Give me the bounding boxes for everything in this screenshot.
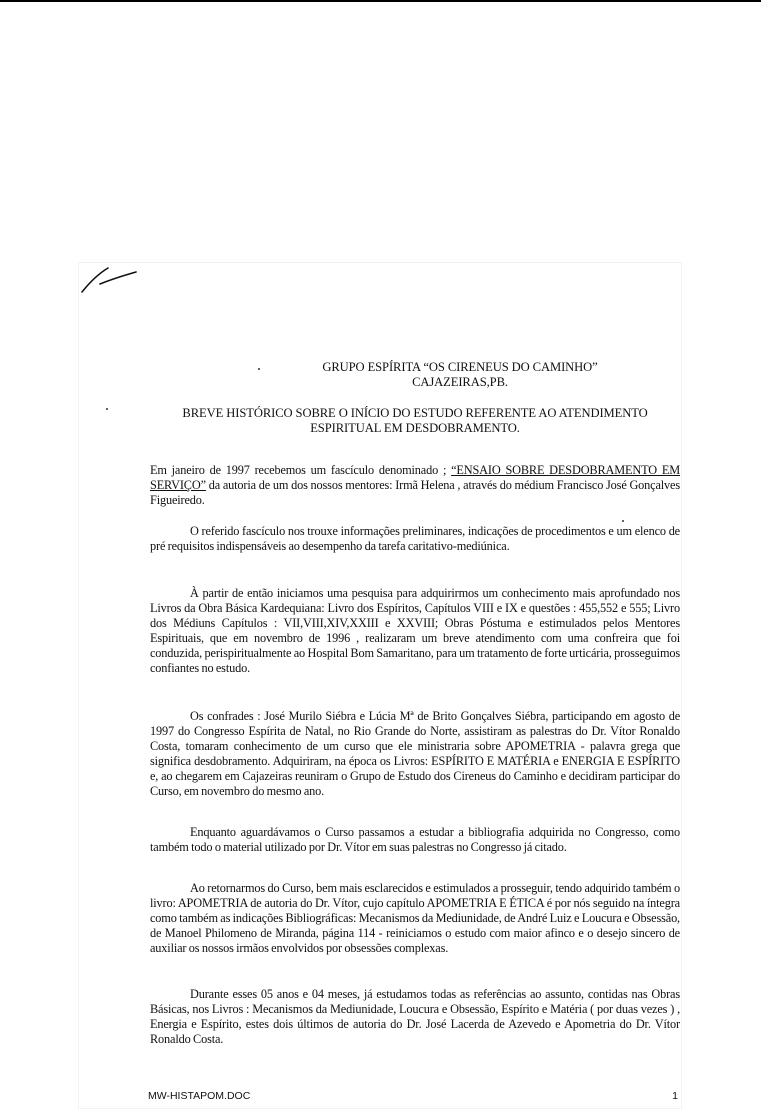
document-title-line1: BREVE HISTÓRICO SOBRE O INÍCIO DO ESTUDO REFERENTE AO ATENDIMENTO [182,406,648,420]
page-footer [148,1090,678,1102]
document-header [150,360,680,436]
fascicle-title: “ENSAIO SOBRE DESDOBRAMENTO EM SERVIÇO” [150,463,681,492]
page-number: 1 [672,1090,678,1102]
document-title-line2: ESPIRITUAL EM DESDOBRAMENTO. [310,421,520,435]
group-name: GRUPO ESPÍRITA “OS CIRENEUS DO CAMINHO” [322,360,598,374]
paragraph-7: Durante esses 05 anos e 04 meses, já estudamos todas as referências ao assunto, contidas nas Obras Básicas, nos Livros : Mecanismos da Mediunidade, Loucura e Obsessão, Espírito e Matéria ( por duas vezes ) , Energia e Espírito, estes dois últimos de autoria do Dr. José Lacerda de Azevedo e Apometria do Dr. Vítor Ronaldo Costa. [150,987,680,1046]
paragraph-6: Ao retornarmos do Curso, bem mais esclarecidos e estimulados a prosseguir, tendo adquirido também o livro: APOMETRIA de autoria do Dr. Vítor, cujo capítulo APOMETRIA E ÉTICA é por nós seguido na íntegra como também as indicações Bibliográficas: Mecanismos da Mediunidade, de André Luiz e Loucura e Obsessão, de Manoel Philomeno de Miranda, página 114 - reiniciamos o estudo com maior afinco e o desejo sincero de auxiliar os nossos irmãos envolvidos por obsessões complexas. [150,881,680,955]
scan-speck [106,408,108,410]
paragraph-3: À partir de então iniciamos uma pesquisa para adquirirmos um conhecimento mais aprofundado nos Livros da Obra Básica Kardequiana: Livro dos Espíritos, Capítulos VIII e IX e questões : 455,552 e 555; Livro dos Médiuns Capítulos : VII,VIII,XIV,XXIII e XXVIII; Obras Póstuma e estimulados pelos Mentores Espirituais, que em novembro de 1996 , realizaram um breve atendimento com uma confreira que foi conduzida, perispiritualmente ao Hospital Bom Samaritano, para um tratamento de forte urticária, prosseguimos confiantes no estudo. [150,586,680,675]
top-border-line [0,0,761,2]
paragraph-1 [150,463,680,508]
paragraph-1-start: Em janeiro de 1997 recebemos um fascículo denominado ; [150,463,452,477]
scan-speck [622,520,624,522]
paragraph-4: Os confrades : José Murilo Siébra e Lúcia Mª de Brito Gonçalves Siébra, participando em agosto de 1997 do Congresso Espírita de Natal, no Rio Grande do Norte, assistiram as palestras do Dr. Vítor Ronaldo Costa, tomaram conhecimento de um curso que ele ministraria sobre APOMETRIA - palavra grega que significa desdobramento. Adquiriram, na época os Livros: ESPÍRITO E MATÉRIA e ENERGIA E ESPÍRITO e, ao chegarem em Cajazeiras reuniram o Grupo de Estudo dos Cireneus do Caminho e decidiram participar do Curso, em novembro do mesmo ano. [150,709,680,798]
group-location: CAJAZEIRAS,PB. [412,375,508,389]
paragraph-2: O referido fascículo nos trouxe informações preliminares, indicações de procedimentos e um elenco de pré requisitos indispensáveis ao desempenho da tarefa caritativo-mediúnica. [150,524,680,553]
handwritten-mark [78,262,140,296]
paragraph-1-end: da autoria de um dos nossos mentores: Irmã Helena , através do médium Francisco José Gonçalves Figueiredo. [150,478,680,507]
paragraph-5: Enquanto aguardávamos o Curso passamos a estudar a bibliografia adquirida no Congresso, como também todo o material utilizado por Dr. Vítor em suas palestras no Congresso já citado. [150,825,680,854]
footer-filename: MW-HISTAPOM.DOC [148,1090,251,1102]
